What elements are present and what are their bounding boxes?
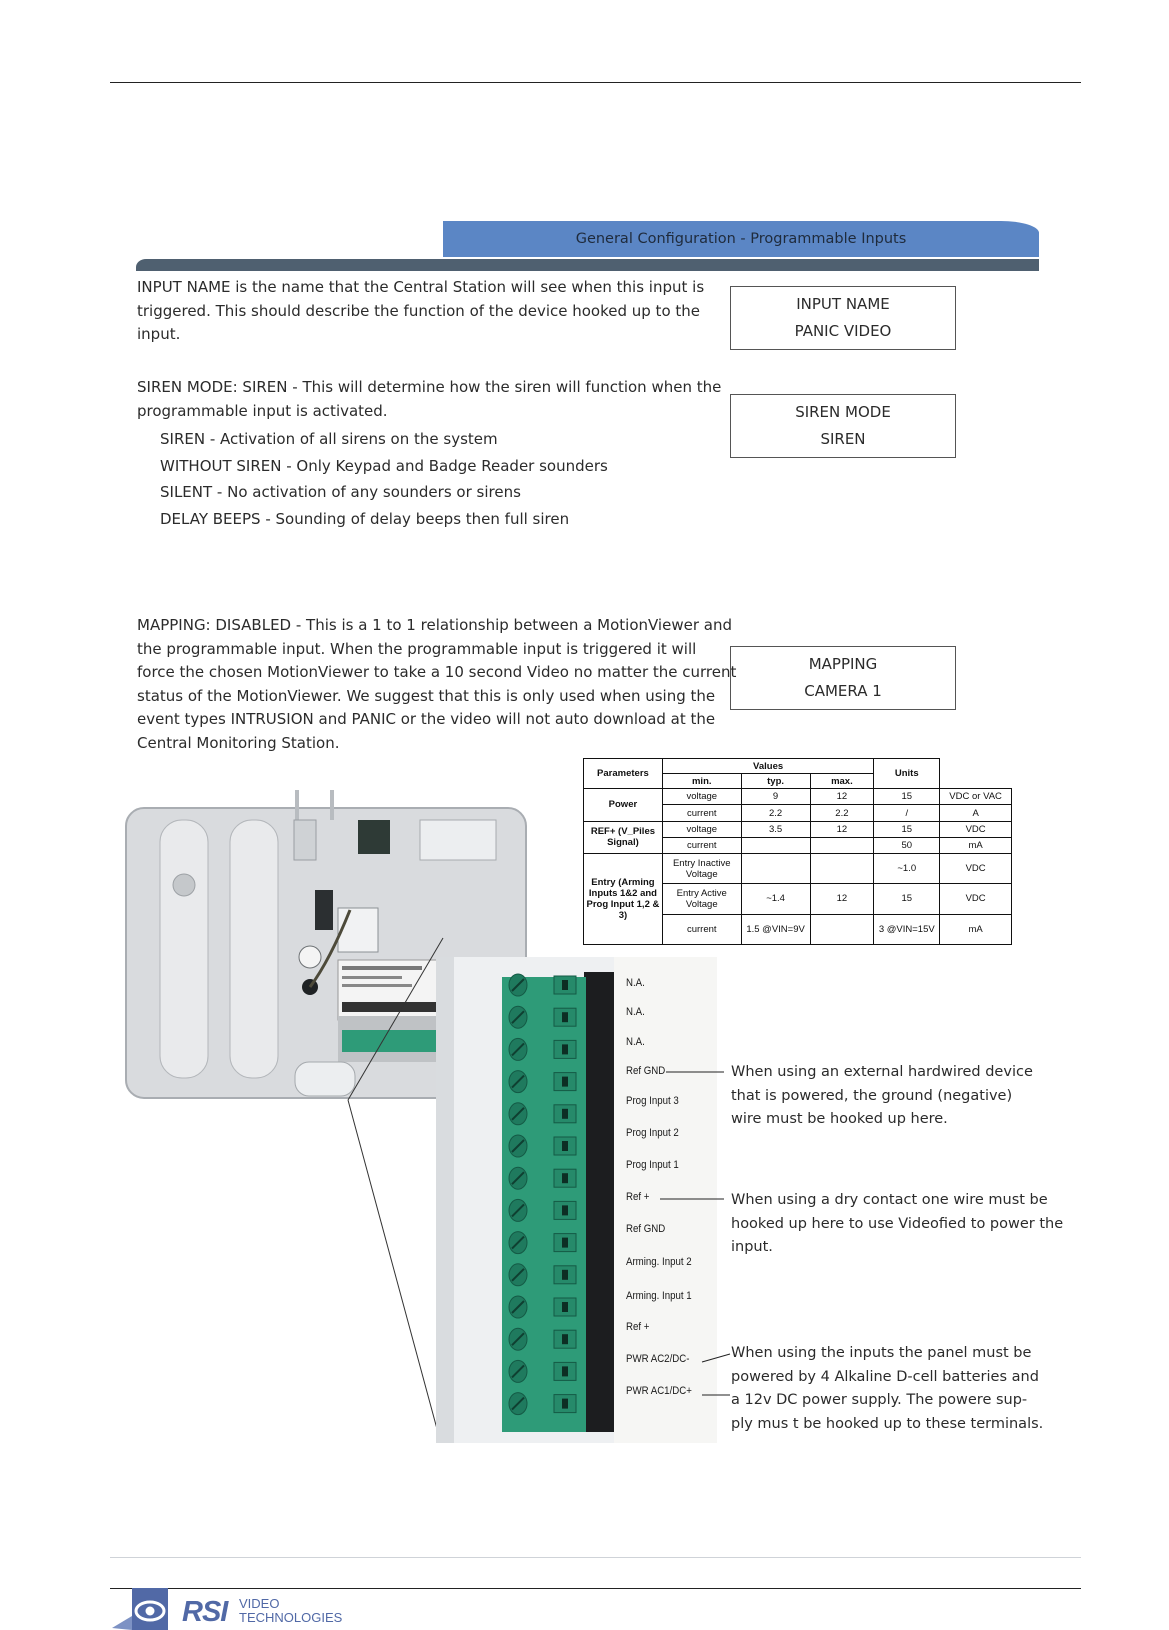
terminal-hole	[562, 1077, 568, 1087]
table-cell: 50	[874, 837, 940, 853]
group-ref: REF+ (V_Piles Signal)	[584, 821, 663, 853]
paragraph-line: SIREN MODE: SIREN - This will determine how the siren will function when the	[137, 378, 722, 396]
footer-rule-light	[110, 1557, 1081, 1558]
table-cell: 12	[810, 789, 874, 805]
table-cell: Entry Inactive Voltage	[662, 854, 741, 884]
table-cell: current	[662, 914, 741, 944]
terminal-hole	[562, 980, 568, 990]
units-header: Units	[874, 759, 940, 789]
table-cell: 1.5 @VIN=9V	[741, 914, 810, 944]
dry-contact-callout	[731, 1189, 1063, 1260]
table-cell	[810, 837, 874, 853]
terminal-label: Ref GND	[626, 1065, 666, 1077]
table-cell: VDC or VAC	[940, 789, 1012, 805]
callout-leader-lines	[660, 1060, 740, 1400]
table-cell: voltage	[662, 821, 741, 837]
siren-option: SILENT - No activation of any sounders or sirens	[160, 483, 521, 502]
screen-line: SIREN MODE	[795, 403, 891, 421]
paragraph-line: Central Monitoring Station.	[137, 733, 340, 752]
screen-line: MAPPING	[808, 655, 878, 673]
paragraph-line: INPUT NAME is the name that the Central Station will see when this input is	[137, 278, 705, 296]
table-cell: VDC	[940, 854, 1012, 884]
siren-options-list	[160, 426, 608, 533]
brand-line-video: VIDEO	[239, 1596, 280, 1611]
paragraph-line: status of the MotionViewer. We suggest that this is only used when using the	[137, 686, 716, 705]
paragraph-line: input.	[137, 325, 181, 343]
table-cell: 9	[741, 789, 810, 805]
brand-line-technologies: TECHNOLOGIES	[239, 1610, 343, 1625]
table-cell: 12	[810, 884, 874, 914]
paragraph-line: MAPPING: DISABLED - This is a 1 to 1 relationship between a MotionViewer and	[137, 616, 732, 634]
table-cell: 2.2	[810, 805, 874, 821]
callout-line: hooked up here to use Videofied to power the	[731, 1215, 1064, 1232]
terminal-hole	[562, 1012, 568, 1022]
terminal-label: PWR AC2/DC-	[626, 1353, 690, 1365]
callout-line: When using an external hardwired device	[731, 1064, 1033, 1080]
specifications-table	[583, 758, 1012, 945]
terminal-label: Arming. Input 2	[626, 1256, 692, 1268]
max-header: max.	[810, 774, 874, 789]
typ-header: typ.	[741, 774, 810, 789]
paragraph-line: event types INTRUSION and PANIC or the video will not auto download at the	[137, 710, 716, 728]
table-cell	[741, 854, 810, 884]
table-cell: 12	[810, 821, 874, 837]
callout-line: input.	[731, 1239, 773, 1255]
paragraph-line: force the chosen MotionViewer to take a 10 second Video no matter the current	[137, 663, 737, 681]
screen-line: SIREN	[820, 430, 866, 448]
input-name-paragraph	[137, 276, 704, 347]
siren-option: WITHOUT SIREN - Only Keypad and Badge Reader sounders	[160, 456, 608, 475]
table-cell: current	[662, 837, 741, 853]
section-header-tab	[443, 221, 1039, 257]
terminal-label: N.A.	[626, 1006, 645, 1018]
callout-line: wire must be hooked up here.	[731, 1111, 948, 1127]
table-cell: 2.2	[741, 805, 810, 821]
mapping-screen	[730, 646, 956, 710]
table-cell: Entry Active Voltage	[662, 884, 741, 914]
terminal-label: Ref +	[626, 1191, 650, 1203]
table-cell	[810, 854, 874, 884]
terminal-hole	[562, 1334, 568, 1344]
screen-line: CAMERA 1	[804, 682, 882, 700]
top-rule	[110, 82, 1081, 83]
parameters-header: Parameters	[584, 759, 663, 789]
screen-line: PANIC VIDEO	[794, 322, 892, 340]
terminal-hole	[562, 1238, 568, 1248]
input-name-screen	[730, 286, 956, 350]
table-row	[584, 821, 1012, 837]
ground-callout	[731, 1061, 1033, 1132]
table-cell: voltage	[662, 789, 741, 805]
terminal-hole	[562, 1141, 568, 1151]
table-cell: current	[662, 805, 741, 821]
callout-line: When using a dry contact one wire must be	[731, 1192, 1048, 1208]
zoom-leader-lines	[340, 935, 450, 1445]
table-cell: /	[874, 805, 940, 821]
terminal-label: Prog Input 3	[626, 1095, 679, 1107]
table-cell	[741, 837, 810, 853]
terminal-hole	[562, 1302, 568, 1312]
min-header: min.	[662, 774, 741, 789]
terminal-label: Prog Input 1	[626, 1159, 679, 1171]
terminal-hole	[562, 1366, 568, 1376]
table-cell: ~1.0	[874, 854, 940, 884]
table-cell: 15	[874, 884, 940, 914]
terminal-hole	[562, 1044, 568, 1054]
footer-rule	[110, 1588, 1081, 1589]
group-power: Power	[584, 789, 663, 821]
screen-line: INPUT NAME	[796, 295, 890, 313]
callout-line: that is powered, the ground (negative)	[731, 1087, 1013, 1104]
mapping-paragraph	[137, 614, 736, 755]
terminal-label: N.A.	[626, 1036, 645, 1048]
callout-line: When using the inputs the panel must be	[731, 1345, 1032, 1361]
table-cell: mA	[940, 837, 1012, 853]
table-cell: 15	[874, 821, 940, 837]
table-cell: A	[940, 805, 1012, 821]
siren-option: DELAY BEEPS - Sounding of delay beeps then full siren	[160, 510, 570, 529]
brand-name: RSI	[182, 1596, 228, 1628]
paragraph-line: the programmable input. When the programmable input is triggered it will	[137, 639, 697, 658]
paragraph-line: triggered. This should describe the function of the device hooked up to the	[137, 301, 701, 320]
terminal-label: Prog Input 2	[626, 1127, 679, 1139]
terminal-label: PWR AC1/DC+	[626, 1385, 692, 1397]
callout-line: powered by 4 Alkaline D-cell batteries and	[731, 1368, 1039, 1385]
terminal-label: Ref +	[626, 1321, 650, 1333]
table-cell: 3.5	[741, 821, 810, 837]
terminal-hole	[562, 1205, 568, 1215]
callout-line: ply mus t be hooked up to these terminals.	[731, 1415, 1044, 1432]
terminal-hole	[562, 1109, 568, 1119]
terminal-hole	[562, 1399, 568, 1409]
siren-mode-screen	[730, 394, 956, 458]
table-cell: ~1.4	[741, 884, 810, 914]
terminal-label: N.A.	[626, 977, 645, 989]
values-header: Values	[662, 759, 873, 774]
group-entry: Entry (Arming Inputs 1&2 and Prog Input 1,2 & 3)	[584, 854, 663, 945]
paragraph-line: programmable input is activated.	[137, 401, 388, 420]
table-cell: VDC	[940, 884, 1012, 914]
eye-logo-icon	[112, 1588, 168, 1630]
table-row	[584, 789, 1012, 805]
callout-line: a 12v DC power supply. The powere sup-	[731, 1392, 1028, 1408]
siren-option: SIREN - Activation of all sirens on the system	[160, 430, 498, 448]
table-cell: mA	[940, 914, 1012, 944]
table-cell	[810, 914, 874, 944]
terminal-hole	[562, 1173, 568, 1183]
table-cell: 15	[874, 789, 940, 805]
table-cell: 3 @VIN=15V	[874, 914, 940, 944]
terminal-label: Ref GND	[626, 1223, 666, 1235]
section-title: General Configuration - Programmable Inputs	[575, 231, 907, 247]
table-cell: VDC	[940, 821, 1012, 837]
table-row	[584, 854, 1012, 884]
section-header-bar	[136, 259, 1039, 271]
power-callout	[731, 1342, 1043, 1436]
terminal-label: Arming. Input 1	[626, 1290, 692, 1302]
siren-mode-paragraph	[137, 376, 721, 423]
terminal-hole	[562, 1270, 568, 1280]
